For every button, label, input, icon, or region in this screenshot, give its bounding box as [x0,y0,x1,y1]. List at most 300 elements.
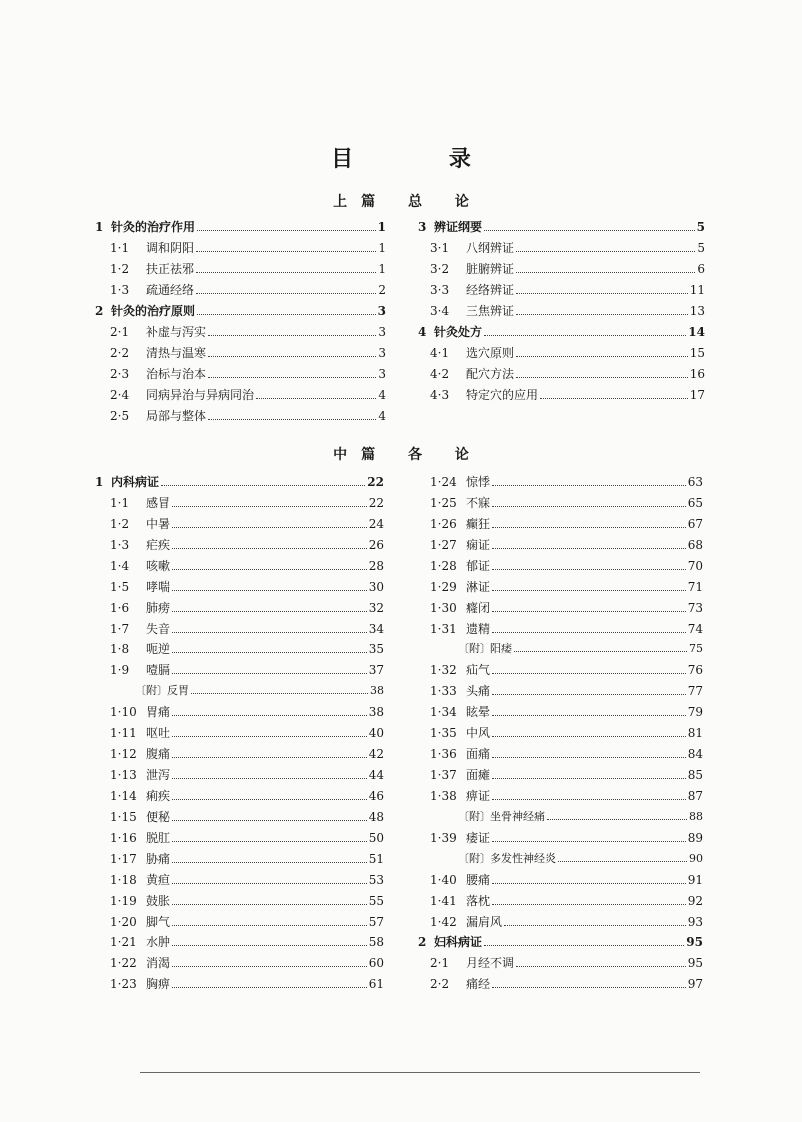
leader-dots [516,242,695,252]
leader-dots [516,263,695,273]
leader-dots [191,684,368,694]
toc-entry-number: 1·15 [110,809,137,824]
toc-entry-number: 3·2 [430,262,450,276]
toc-entry-label: 清热与温寒 [146,346,207,360]
leader-dots [161,476,365,486]
leader-dots [484,221,695,231]
toc-entry-number: 1·3 [110,283,130,297]
toc-entry [110,726,384,740]
toc-entry-page: 77 [687,684,703,699]
toc-entry-number: 1·41 [430,893,457,908]
leader-dots [256,389,376,399]
toc-entry [110,538,384,552]
toc-entry-number: 1·22 [110,956,137,971]
leader-dots [492,623,686,633]
leader-dots [516,368,688,378]
toc-entry-page: 53 [368,872,384,887]
toc-entry-page: 81 [687,726,703,741]
toc-entry-number: 1·9 [110,663,130,678]
leader-dots [172,790,367,800]
toc-entry-number: 2·2 [110,346,130,360]
toc-entry-number: 1·37 [430,768,457,783]
toc-entry-label: 针灸的治疗原则 [111,304,196,318]
toc-entry-page: 68 [687,537,703,552]
toc-entry-page: 91 [687,872,703,887]
toc-entry [110,283,386,297]
toc-entry-number: 2 [95,304,104,318]
toc-entry-number: 1·31 [430,621,457,636]
toc-entry [418,220,705,234]
toc-entry [430,304,705,318]
leader-dots [492,895,686,905]
toc-entry-number: 1·2 [110,262,130,276]
toc-entry-label: 痢疾 [146,788,171,803]
toc-entry-label: 内科病证 [111,475,160,489]
leader-dots [172,895,367,905]
toc-entry-page: 22 [367,475,384,489]
toc-entry-number: 2·1 [110,325,130,339]
leader-dots [492,706,686,716]
toc-entry-number: 1·33 [430,684,457,699]
toc-entry-page: 37 [368,663,384,678]
toc-entry-page: 38 [368,705,384,720]
toc-entry [430,367,705,381]
toc-entry [110,977,384,991]
leader-dots [492,832,686,842]
toc-entry [110,705,384,719]
toc-entry-page: 2 [378,283,386,297]
toc-entry-label: 呕吐 [146,726,171,741]
toc-entry-label: 惊悸 [466,475,491,489]
toc-entry [418,325,705,339]
leader-dots [172,748,367,758]
toc-entry-number: 1·1 [110,241,130,255]
toc-entry [110,915,384,929]
toc-entry-label: 坐骨神经痛 [490,809,545,823]
leader-dots [492,769,686,779]
toc-entry [110,768,384,782]
toc-entry [110,559,384,573]
toc-entry-page: 5 [697,241,705,255]
leader-dots [516,305,688,315]
toc-entry-label: 消渴 [146,956,171,971]
bottom-rule [140,1072,700,1073]
leader-dots [172,936,367,946]
toc-entry-label: 脏腑辨证 [466,262,515,276]
toc-entry-number: 1·34 [430,705,457,720]
toc-entry-label: 选穴原则 [466,346,515,360]
toc-entry-number: 4·1 [430,346,450,360]
toc-entry-number: 3·3 [430,283,450,297]
leader-dots [172,581,367,591]
leader-dots [484,326,686,336]
toc-entry-page: 35 [368,642,384,657]
toc-entry [430,684,703,698]
toc-entry-page: 65 [687,495,703,510]
toc-entry-number: 1·1 [110,495,130,510]
toc-entry-page: 74 [687,621,703,636]
toc-entry-number: 1·38 [430,788,457,803]
toc-entry-number: 〔附〕 [135,684,168,698]
toc-entry-label: 扶正祛邪 [146,262,195,276]
toc-entry-number: 〔附〕 [458,642,491,656]
toc-entry-label: 月经不调 [466,956,515,971]
toc-entry [430,622,703,636]
toc-entry-page: 6 [697,262,705,276]
toc-entry [430,915,703,929]
toc-entry-label: 郁证 [466,558,491,573]
toc-entry-page: 34 [368,621,384,636]
toc-entry-page: 95 [686,935,703,950]
toc-entry-label: 胁痛 [146,851,171,866]
toc-entry-page: 70 [687,558,703,573]
toc-entry [110,496,384,510]
toc-entry [110,935,384,949]
toc-entry-number: 1 [95,220,104,234]
toc-entry-label: 黄疸 [146,872,171,887]
toc-entry-number: 1·20 [110,914,137,929]
toc-entry [110,409,386,423]
toc-entry-label: 水肿 [146,935,171,950]
toc-entry [110,580,384,594]
toc-entry-label: 癫狂 [466,516,491,531]
toc-entry-page: 42 [368,747,384,762]
toc-entry-page: 40 [368,726,384,741]
leader-dots [492,727,686,737]
toc-entry-label: 脱肛 [146,830,171,845]
toc-entry-label: 补虚与泻实 [146,325,207,339]
leader-dots [504,916,686,926]
leader-dots [172,727,367,737]
toc-entry-page: 28 [368,558,384,573]
toc-entry-number: 1·28 [430,558,457,573]
leader-dots [516,957,686,967]
toc-entry [430,388,705,402]
toc-entry-number: 1·19 [110,893,137,908]
toc-entry-number: 2 [418,935,427,950]
toc-entry [95,220,386,234]
toc-entry-label: 治标与治本 [146,367,207,381]
toc-entry [430,894,703,908]
toc-entry-label: 头痛 [466,684,491,699]
toc-entry [110,346,386,360]
toc-entry-number: 1·21 [110,935,137,950]
toc-entry [430,768,703,782]
toc-entry-number: 1·29 [430,579,457,594]
leader-dots [197,221,376,231]
leader-dots [208,368,376,378]
leader-dots [516,347,688,357]
leader-dots [172,706,367,716]
leader-dots [547,810,687,820]
toc-entry-number: 1·26 [430,516,457,531]
toc-entry [430,517,703,531]
toc-entry [110,517,384,531]
toc-entry [110,789,384,803]
toc-entry-label: 三焦辨证 [466,304,515,318]
toc-entry-page: 13 [689,304,705,318]
toc-entry-label: 针灸的治疗作用 [111,220,196,234]
toc-entry [430,241,705,255]
toc-entry-page: 46 [368,788,384,803]
toc-entry-label: 辨证纲要 [434,220,483,234]
leader-dots [492,560,686,570]
toc-entry-page: 14 [688,325,705,339]
toc-entry-page: 61 [368,977,384,992]
toc-entry [430,346,705,360]
toc-entry-label: 痹证 [466,788,491,803]
toc-entry-label: 便秘 [146,809,171,824]
toc-entry-number: 2·5 [110,409,130,423]
toc-entry-number: 1·27 [430,537,457,552]
leader-dots [196,284,376,294]
toc-entry-page: 1 [377,220,386,234]
toc-entry-page: 95 [687,956,703,971]
toc-entry-number: 3·1 [430,241,450,255]
toc-entry-label: 眩晕 [466,705,491,720]
toc-entry-page: 1 [378,241,386,255]
toc-entry [110,747,384,761]
toc-entry-label: 感冒 [146,495,171,510]
toc-entry-page: 88 [689,809,703,823]
toc-entry-page: 48 [368,809,384,824]
toc-entry-label: 哮喘 [146,579,171,594]
toc-entry-number: 2·4 [110,388,130,402]
toc-entry [110,873,384,887]
toc-entry-label: 失音 [146,621,171,636]
toc-entry-page: 30 [368,579,384,594]
toc-entry-page: 16 [689,367,705,381]
leader-dots [492,581,686,591]
toc-entry-page: 3 [378,346,386,360]
toc-entry-page: 44 [368,768,384,783]
toc-entry-label: 中风 [466,726,491,741]
toc-entry [430,283,705,297]
toc-entry-label: 疏通经络 [146,283,195,297]
toc-entry-label: 八纲辨证 [466,241,515,255]
toc-entry-page: 24 [368,516,384,531]
toc-entry-page: 89 [687,830,703,845]
toc-entry-number: 1·8 [110,642,130,657]
toc-entry [110,642,384,656]
part1-heading: 上篇 总 论 [333,194,483,210]
toc-entry-label: 淋证 [466,579,491,594]
leader-dots [558,852,687,862]
page-title: 目 录 [331,146,515,172]
toc-entry-number: 1·32 [430,663,457,678]
toc-entry [95,475,384,489]
toc-entry-page: 79 [687,705,703,720]
leader-dots [197,305,376,315]
toc-entry-number: 1·39 [430,830,457,845]
leader-dots [172,623,367,633]
toc-entry [430,580,703,594]
toc-entry-page: 22 [368,495,384,510]
toc-entry-number: 1·12 [110,747,137,762]
leader-dots [172,832,367,842]
leader-dots [208,347,376,357]
toc-entry-page: 5 [696,220,705,234]
leader-dots [172,497,367,507]
toc-entry-page: 90 [689,851,703,865]
leader-dots [492,685,686,695]
toc-entry-number: 1·6 [110,600,130,615]
leader-dots [172,643,367,653]
toc-entry-page: 1 [378,262,386,276]
leader-dots [492,874,686,884]
toc-entry [418,935,703,949]
toc-entry-label: 面痛 [466,747,491,762]
toc-entry-number: 1·23 [110,977,137,992]
toc-entry-page: 51 [368,851,384,866]
toc-entry [430,496,703,510]
toc-entry [110,622,384,636]
toc-entry [430,475,703,489]
toc-entry-label: 特定穴的应用 [466,388,539,402]
toc-entry [430,262,705,276]
part2-heading: 中篇 各 论 [333,447,483,463]
toc-entry [430,789,703,803]
toc-entry-number: 4 [418,325,427,339]
toc-entry-number: 1·17 [110,851,137,866]
toc-entry-page: 17 [689,388,705,402]
toc-entry [430,747,703,761]
toc-entry-label: 漏肩风 [466,914,503,929]
toc-entry [110,241,386,255]
leader-dots [172,853,367,863]
toc-entry-number: 1·40 [430,872,457,887]
toc-entry-page: 57 [368,914,384,929]
toc-entry-number: 1·11 [110,726,137,741]
leader-dots [172,769,367,779]
toc-entry-label: 腹痛 [146,747,171,762]
toc-entry-number: 1·10 [110,705,137,720]
toc-entry-label: 痿证 [466,830,491,845]
toc-entry-label: 配穴方法 [466,367,515,381]
toc-entry-label: 阳痿 [490,642,512,656]
toc-entry-page: 67 [687,516,703,531]
toc-entry [430,726,703,740]
toc-entry-page: 87 [687,788,703,803]
toc-entry [430,831,703,845]
toc-entry-number: 1·24 [430,475,457,489]
leader-dots [492,978,686,988]
toc-entry [110,810,384,824]
toc-entry [430,705,703,719]
toc-entry-page: 58 [368,935,384,950]
toc-entry-page: 3 [378,325,386,339]
toc-entry-label: 同病异治与异病同治 [146,388,255,402]
toc-entry-label: 噎膈 [146,663,171,678]
leader-dots [484,936,684,946]
toc-entry-number: 1·35 [430,726,457,741]
leader-dots [492,790,686,800]
toc-entry-page: 76 [687,663,703,678]
toc-entry-label: 中暑 [146,516,171,531]
leader-dots [492,476,686,486]
toc-entry-label: 经络辨证 [466,283,515,297]
toc-entry-number: 4·3 [430,388,450,402]
toc-entry-page: 93 [687,914,703,929]
toc-entry [458,852,703,866]
toc-entry [430,977,703,991]
toc-entry-label: 胃痛 [146,705,171,720]
toc-entry-label: 调和阴阳 [146,241,195,255]
toc-entry-label: 肺痨 [146,600,171,615]
toc-entry-label: 癃闭 [466,600,491,615]
toc-entry-page: 63 [687,475,703,489]
toc-entry-number: 1·18 [110,872,137,887]
leader-dots [492,539,686,549]
toc-entry-number: 1·3 [110,537,130,552]
leader-dots [172,539,367,549]
leader-dots [172,560,367,570]
toc-entry-label: 脚气 [146,914,171,929]
toc-entry [110,325,386,339]
toc-entry [110,956,384,970]
leader-dots [196,263,376,273]
leader-dots [172,811,367,821]
toc-entry-number: 4·2 [430,367,450,381]
toc-entry-number: 1·2 [110,516,130,531]
leader-dots [196,242,376,252]
toc-entry-page: 55 [368,893,384,908]
toc-entry-page: 84 [687,747,703,762]
toc-entry-label: 多发性神经炎 [490,851,556,865]
toc-entry-number: 3·4 [430,304,450,318]
toc-entry [430,559,703,573]
toc-entry [110,367,386,381]
toc-entry-page: 50 [368,830,384,845]
toc-entry-page: 85 [687,768,703,783]
toc-entry-number: 2·2 [430,977,450,992]
toc-entry-label: 遗精 [466,621,491,636]
toc-entry-number: 1 [95,475,104,489]
toc-entry-page: 4 [378,388,386,402]
toc-entry-number: 1·30 [430,600,457,615]
toc-entry-label: 呃逆 [146,642,171,657]
toc-entry [430,601,703,615]
leader-dots [172,916,367,926]
toc-entry-label: 局部与整体 [146,409,207,423]
toc-entry [135,684,384,698]
toc-entry-page: 73 [687,600,703,615]
leader-dots [492,518,686,528]
toc-entry-label: 疝气 [466,663,491,678]
leader-dots [172,874,367,884]
toc-entry-page: 3 [377,304,386,318]
toc-entry-page: 3 [378,367,386,381]
toc-entry [430,663,703,677]
toc-entry-label: 针灸处方 [434,325,483,339]
toc-entry-page: 15 [689,346,705,360]
toc-entry-label: 鼓胀 [146,893,171,908]
leader-dots [208,410,376,420]
toc-entry-label: 不寐 [466,495,491,510]
toc-entry [430,538,703,552]
leader-dots [172,957,367,967]
toc-entry-label: 泄泻 [146,768,171,783]
toc-entry [110,852,384,866]
leader-dots [172,518,367,528]
toc-entry [110,663,384,677]
toc-entry-page: 4 [378,409,386,423]
toc-entry-page: 38 [370,684,384,698]
toc-entry-number: 2·1 [430,956,450,971]
toc-entry-number: 2·3 [110,367,130,381]
toc-entry-number: 3 [418,220,427,234]
toc-entry-number: 1·42 [430,914,457,929]
